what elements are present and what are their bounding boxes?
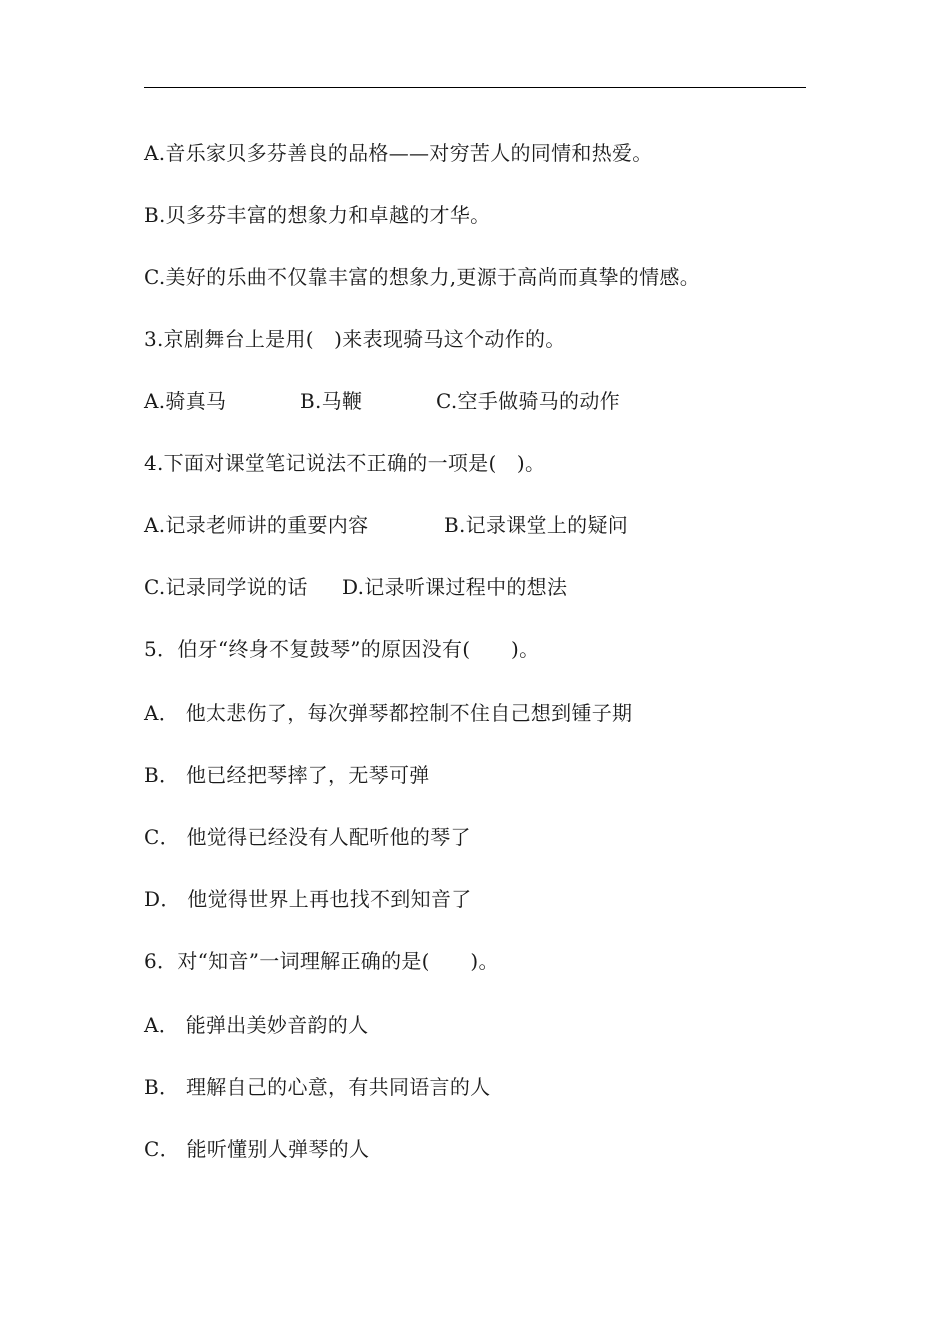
q4-option-d: D.记录听课过程中的想法 (342, 575, 568, 599)
question-6: 6．对“知音”一词理解正确的是( )。 (144, 949, 499, 973)
question-5: 5．伯牙“终身不复鼓琴”的原因没有( )。 (144, 637, 540, 661)
question-3-options (144, 388, 806, 414)
option-b-beethoven-talent: B.贝多芬丰富的想象力和卓越的才华。 (144, 203, 491, 227)
q5-option-a: A． 他太悲伤了，每次弹琴都控制不住自己想到锺子期 (144, 701, 633, 725)
q3-option-b: B.马鞭 (300, 389, 363, 413)
q6-option-a: A． 能弹出美妙音韵的人 (144, 1013, 369, 1037)
q3-option-c: C.空手做骑马的动作 (436, 389, 620, 413)
q6-option-b: B． 理解自己的心意，有共同语言的人 (144, 1075, 491, 1099)
question-4: 4.下面对课堂笔记说法不正确的一项是( )。 (144, 451, 546, 475)
option-a-beethoven-character: A.音乐家贝多芬善良的品格——对穷苦人的同情和热爱。 (144, 141, 653, 165)
option-c-music-emotion: C.美好的乐曲不仅靠丰富的想象力,更源于高尚而真挚的情感。 (144, 265, 701, 289)
q4-option-b: B.记录课堂上的疑问 (444, 513, 629, 537)
q5-option-b: B． 他已经把琴摔了，无琴可弹 (144, 763, 430, 787)
q4-option-c: C.记录同学说的话 (144, 575, 308, 599)
question-4-options-row-1 (144, 512, 806, 538)
q5-option-d: D． 他觉得世界上再也找不到知音了 (144, 887, 472, 911)
header-rule (144, 87, 806, 88)
q3-option-a: A.骑真马 (144, 389, 227, 413)
q5-option-c: C． 他觉得已经没有人配听他的琴了 (144, 825, 471, 849)
question-3: 3.京剧舞台上是用( )来表现骑马这个动作的。 (144, 327, 566, 351)
question-4-options-row-2 (144, 574, 806, 600)
q4-option-a: A.记录老师讲的重要内容 (144, 513, 369, 537)
q6-option-c: C． 能听懂别人弹琴的人 (144, 1137, 370, 1161)
